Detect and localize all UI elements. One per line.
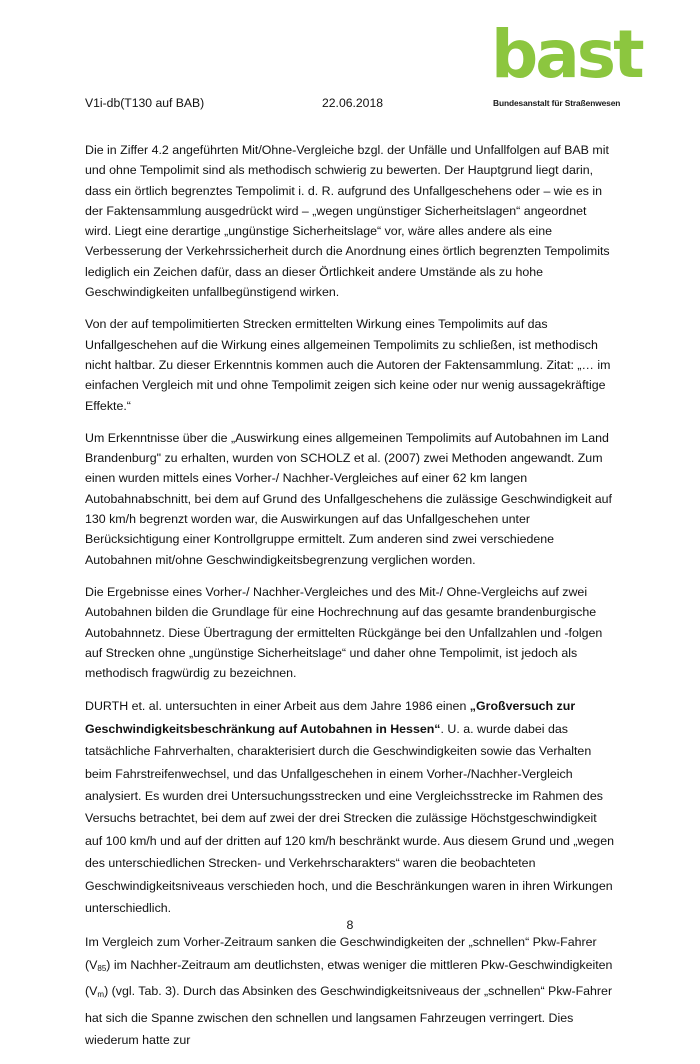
paragraph-6-c: ) (vgl. Tab. 3). Durch das Absinken des Geschwindigkeitsniveaus der „schnellen“ Pkw-Fahrer hat sich die Spanne zwischen den schnellen und langsamen Fahrzeugen verringert. Dies wiederum hatte zur [85, 984, 613, 1048]
bast-logo [491, 16, 642, 110]
paragraph-6-b: ) im Nachher-Zeitraum am deutlichsten, etwas weniger die mittleren Pkw-Geschwindigkeiten (V [85, 957, 613, 999]
paragraph-6-a: Im Vergleich zum Vorher-Zeitraum sanken die Geschwindigkeiten der „schnellen“ Pkw-Fahrer (V [85, 935, 597, 972]
document-id: V1i-db(T130 auf BAB) [85, 96, 205, 110]
document-date: 22.06.2018 [322, 96, 383, 110]
paragraph-3: Um Erkenntnisse über die „Auswirkung eines allgemeinen Tempolimits auf Autobahnen im Land Brandenburg" zu erhalten, wurden von SCHOLZ et al. (2007) zwei Methoden angewandt. Zum einen wurden mittels eines Vorher-/ Nachher-Vergleiches auf einer 62 km langen Autobahnabschnitt, bei dem auf Grund des Unfallgeschehens die zulässige Geschwindigkeit auf 130 km/h begrenzt worden war, die Auswirkungen auf das Unfallgeschehen unter Berücksichtigung einer Kontrollgruppe ermittelt. Zum anderen sind zwei verschiedene Autobahnen mit/ohne Geschwindigkeitsbegrenzung verglichen worden. [85, 430, 612, 567]
paragraph-5 [85, 695, 615, 919]
v85-subscript: 85 [97, 963, 107, 973]
paragraph-6 [85, 931, 615, 1051]
study-title: „Großversuch zur Geschwindigkeitsbeschränkung auf Autobahnen in Hessen“ [85, 699, 576, 736]
paragraph-2: Von der auf tempolimitierten Strecken ermittelten Wirkung eines Tempolimits auf das Unfallgeschehen auf die Wirkung eines allgemeinen Tempolimits zu schließen, ist methodisch nicht haltbar. Zu dieser Erkenntnis kommen auch die Autoren der Faktensammlung. Zitat: „… im einfachen Vergleich mit und ohne Tempolimit zeigen sich keine oder nur wenig aussagekräftige Effekte.“ [85, 317, 611, 413]
paragraph-5-start: DURTH et. al. untersuchten in einer Arbeit aus dem Jahre 1986 einen [85, 699, 470, 714]
vm-subscript: m [97, 990, 105, 1000]
logo-subtitle: Bundesanstalt für Straßenwesen [493, 98, 621, 108]
logo-wordmark: bast [491, 16, 642, 93]
paragraph-1: Die in Ziffer 4.2 angeführten Mit/Ohne-Vergleiche bzgl. der Unfälle und Unfallfolgen auf BAB mit und ohne Tempolimit sind als methodisch schwierig zu bewerten. Der Hauptgrund liegt darin, dass ein örtlich begrenztes Tempolimit i. d. R. aufgrund des Unfallgeschehens oder – wie es in der Faktensammlung ausgedrückt wird – „wegen ungünstiger Sicherheitslagen“ angeordnet wird. Liegt eine derartige „ungünstige Sicherheitslage“ vor, wäre alles andere als eine Verbesserung der Verkehrssicherheit durch die Anordnung eines örtlich begrenzten Tempolimits lediglich ein Zeichen dafür, dass an dieser Örtlichkeit andere Umstände als zu hohe Geschwindigkeiten unfallbegünstigend wirken. [85, 143, 610, 300]
paragraph-5-end: . U. a. wurde dabei das tatsächliche Fahrverhalten, charakterisiert durch die Geschwindigkeiten sowie das Verhalten beim Fahrstreifenwechsel, und das Unfallgeschehen in einem Vorher-/Nachher-Vergleich analysiert. Es wurden drei Untersuchungsstrecken und eine Vergleichsstrecke im Rahmen des Versuchs betrachtet, bei dem auf zwei der drei Strecken die zulässige Höchstgeschwindigkeit auf 100 km/h und auf der dritten auf 120 km/h beschränkt wurde. Aus diesem Grund und „wegen des unterschiedlichen Strecken- und Verkehrscharakters“ waren die beobachteten Geschwindigkeitsniveaus verschieden hoch, und die Beschränkungen waren in ihren Wirkungen unterschiedlich. [85, 721, 614, 916]
paragraph-4: Die Ergebnisse eines Vorher-/ Nachher-Vergleiches und des Mit-/ Ohne-Vergleichs auf zwei Autobahnen bilden die Grundlage für eine Hochrechnung auf das gesamte brandenburgische Autobahnnetz. Diese Übertragung der ermittelten Rückgänge bei den Unfallzahlen und -folgen auf Strecken ohne „ungünstige Sicherheitslage“ und daher ohne Tempolimit, ist jedoch als methodisch fragwürdig zu bezeichnen. [85, 584, 603, 681]
page-number: 8 [346, 918, 354, 932]
